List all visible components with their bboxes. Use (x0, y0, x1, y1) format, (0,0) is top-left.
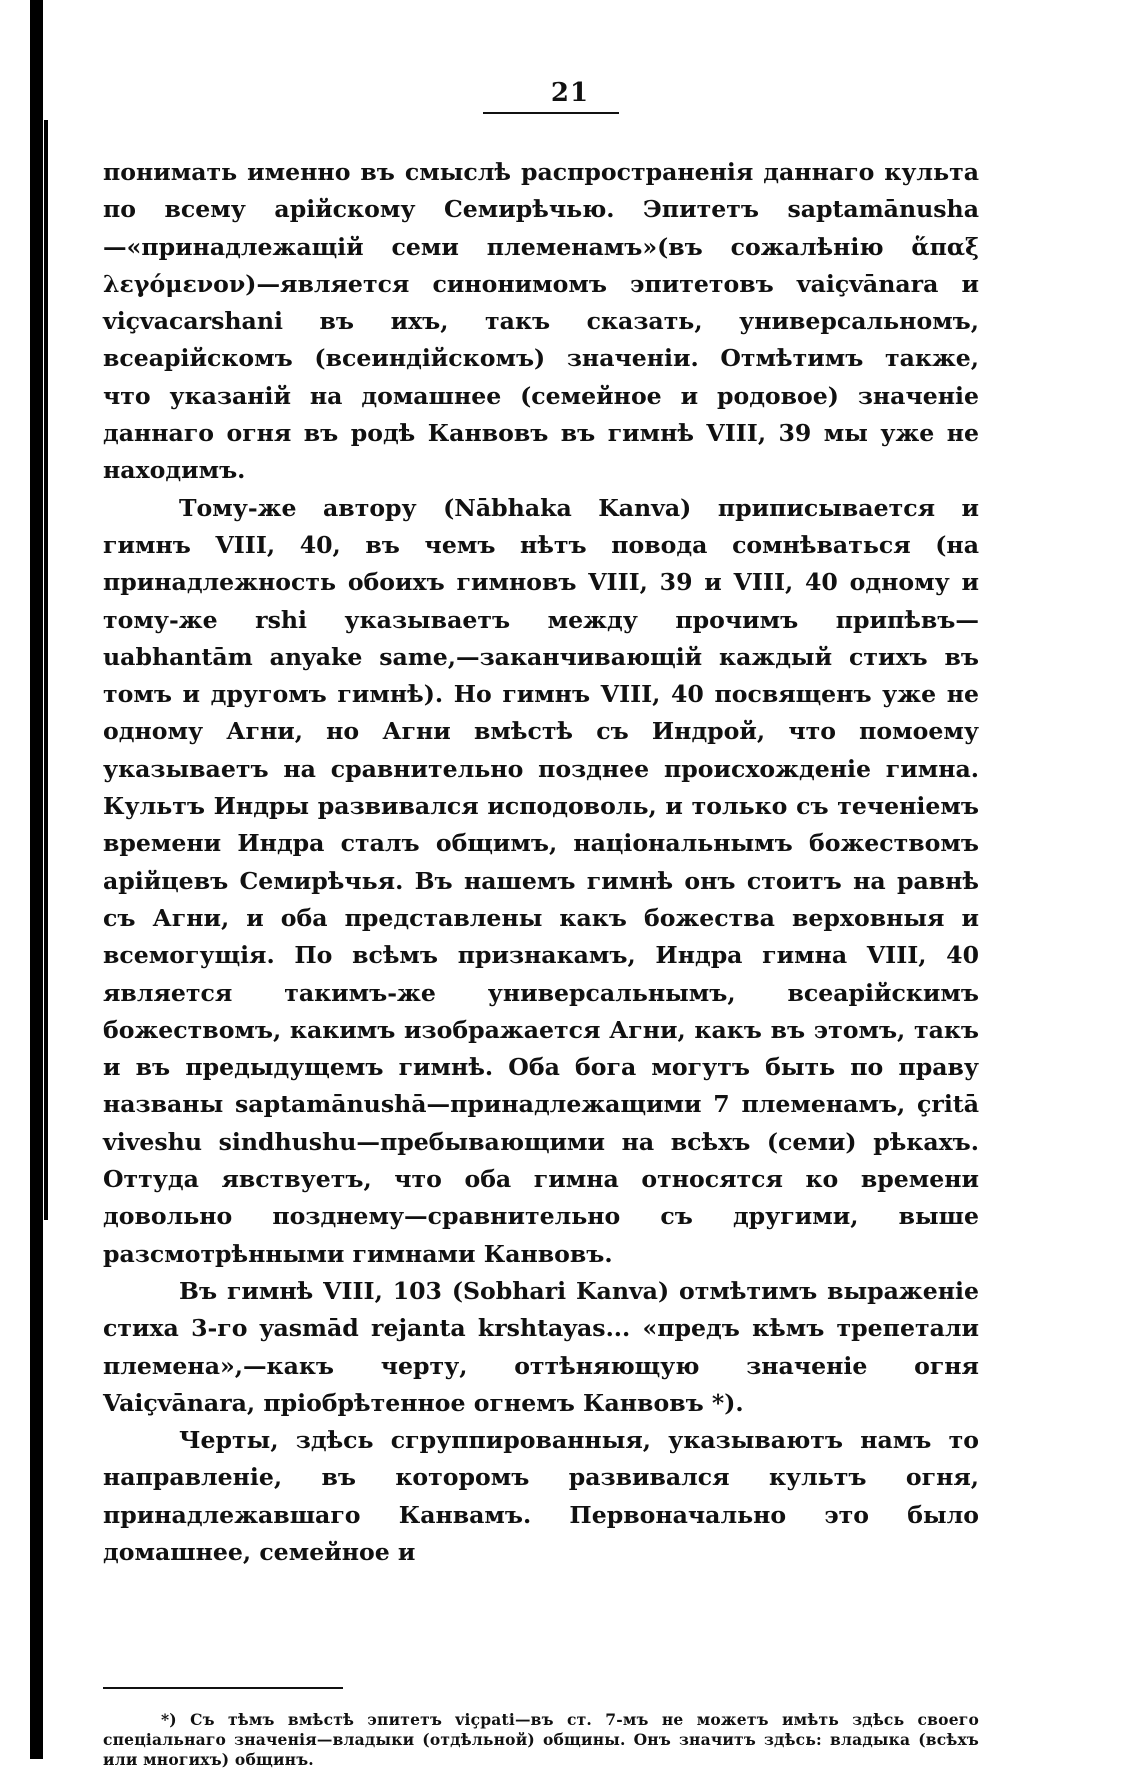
main-text (103, 154, 979, 1571)
paragraph: Въ гимнѣ VIII, 103 (Sobhari Kanva) отмѣтимъ выраженіе стиха 3-го yasmād rejanta krshtayas... «предъ кѣмъ трепетали племена»,—какъ черту, оттѣняющую значеніе огня Vaiçvānara, пріобрѣтенное огнемъ Канвовъ *). (103, 1276, 979, 1417)
page-number: 21 (550, 78, 590, 108)
footnote (103, 1710, 979, 1770)
paragraph: Тому-же автору (Nābhaka Kanva) приписывается и гимнъ VIII, 40, въ чемъ нѣтъ повода сомнѣваться (на принадлежность обоихъ гимновъ VIII, 39 и VIII, 40 одному и тому-же rshi указываетъ между прочимъ припѣвъ—uabhantām anyake same,—заканчивающій каждый стихъ въ томъ и другомъ гимнѣ). Но гимнъ VIII, 40 посвященъ уже не одному Агни, но Агни вмѣстѣ съ Индрой, что помоему указываетъ на сравнительно позднее происхожденіе гимна. Культъ Индры развивался исподоволь, и только съ теченіемъ времени Индра сталъ общимъ, національнымъ божествомъ арійцевъ Семирѣчья. Въ нашемъ гимнѣ онъ стоитъ на равнѣ съ Агни, и оба представлены какъ божества верховныя и всемогущія. По всѣмъ признакамъ, Индра гимна VIII, 40 является такимъ-же универсальнымъ, всеарійскимъ божествомъ, какимъ изображается Агни, какъ въ этомъ, такъ и въ предыдущемъ гимнѣ. Оба бога могутъ быть по праву названы saptamānushā—принадлежащими 7 племенамъ, çritā viveshu sindhushu—пребывающими на всѣхъ (семи) рѣкахъ. Оттуда явствуетъ, что оба гимна относятся ко времени довольно позднему—сравнительно съ другими, выше разсмотрѣнными гимнами Канвовъ. (103, 493, 979, 1268)
footnote-text: *) Съ тѣмъ вмѣстѣ эпитетъ viçpati—въ ст. 7-мъ не можетъ имѣть здѣсь своего спеціальнаго значенія—владыки (отдѣльной) общины. Онъ значитъ здѣсь: владыка (всѣхъ или многихъ) общинъ. (103, 1710, 979, 1769)
scan-edge-artifact (30, 0, 43, 1759)
footnote-divider (103, 1687, 343, 1689)
paragraph: понимать именно въ смыслѣ распространенія даннаго культа по всему арійскому Семирѣчью. Эпитетъ saptamānusha—«принадлежащій семи племенамъ»(въ сожалѣнію ἅπαξ λεγόμενον)—является синонимомъ эпитетовъ vaiçvānara и viçvacarshani въ ихъ, такъ сказать, универсальномъ, всеарійскомъ (всеиндійскомъ) значеніи. Отмѣтимъ также, что указаній на домашнее (семейное и родовое) значеніе даннаго огня въ родѣ Канвовъ въ гимнѣ VIII, 39 мы уже не находимъ. (103, 158, 979, 485)
scan-edge-artifact-thin (44, 120, 48, 1220)
page-number-rule (483, 112, 619, 114)
paragraph: Черты, здѣсь сгруппированныя, указываютъ намъ то направленіе, въ которомъ развивался культъ огня, принадлежавшаго Канвамъ. Первоначально это было домашнее, семейное и (103, 1426, 979, 1566)
